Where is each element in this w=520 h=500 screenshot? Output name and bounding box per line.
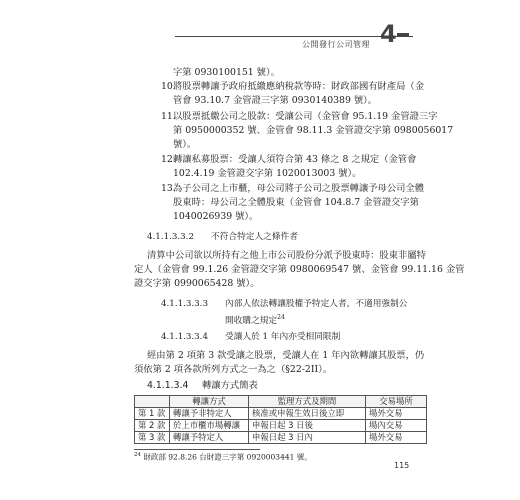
table-row: [135, 420, 427, 432]
list-item-11-line3: 號）。: [173, 139, 197, 150]
table-cell: 場外交易: [366, 432, 427, 444]
list-item-10-line2: 管會 93.10.7 金管證三字第 0930140389 號）。: [173, 95, 378, 106]
table-cell: 核准或申報生效日後立即: [249, 408, 366, 420]
paragraph-2-line1: 經由第 2 項第 3 款受讓之股票，受讓人在 1 年內欲轉讓其股票，仍: [147, 350, 425, 361]
chapter-number: 4: [380, 20, 397, 48]
paragraph-2-line2: 須依第 2 項各款所列方式之一為之（§22-2II）。: [134, 364, 333, 375]
list-item-10-label: 10.: [161, 81, 176, 92]
section-title-4-1-1-3-3-2: 不符合特定人之條件者: [211, 232, 298, 242]
table-cell: 第 3 款: [135, 432, 170, 444]
header-rule: [175, 36, 413, 37]
section-number-4-1-1-3-3-3: 4.1.1.3.3.3: [161, 299, 208, 309]
table-header-row: [135, 396, 427, 408]
paragraph-1-line1: 清算中公司欲以所持有之他上市公司股份分派予股東時：股東非屬特: [147, 250, 426, 261]
table-row: [135, 432, 427, 444]
paragraph-1-line2: 定人（金管會 99.1.26 金管證交字第 0980069547 號、金管會 99.11.16 金管: [134, 264, 465, 275]
table-cell: 申報日起 3 日內: [249, 432, 366, 444]
list-item-12-line2: 102.4.19 金管證交字第 1020013003 號）。: [173, 168, 362, 179]
list-item-11-label: 11.: [161, 111, 176, 122]
footnote-text: 財政部 92.8.26 台財證三字第 0920003441 號。: [143, 452, 312, 462]
section-title-4-1-1-3-4: 轉讓方式簡表: [202, 380, 258, 391]
table-row: [135, 408, 427, 420]
table-cell: 場外交易: [366, 408, 427, 420]
paragraph-1-line3: 證交字第 0990065428 號）。: [134, 278, 260, 289]
table-header-cell: 轉讓方式: [170, 396, 249, 408]
table-cell: 第 2 款: [135, 420, 170, 432]
list-item-13-line2: 股東時：母公司之全體股東（金管會 104.8.7 金管證交字第: [173, 197, 419, 208]
transfer-method-table: [134, 395, 427, 444]
list-item-continuation: 字第 0930100151 號）。: [173, 67, 280, 78]
section-number-4-1-1-3-4: 4.1.1.3.4: [147, 380, 189, 391]
list-item-13-line1: 為子公司之上市櫃，母公司將子公司之股票轉讓予母公司全體: [173, 183, 425, 194]
section-title-4-1-1-3-3-4: 受讓人於 1 年內亦受相同限制: [225, 332, 341, 342]
chapter-dash: [397, 33, 409, 36]
list-item-13-line3: 1040026939 號）。: [173, 211, 259, 222]
table-cell: 於上市櫃市場轉讓: [170, 420, 249, 432]
table-header-cell: [135, 396, 170, 408]
table-cell: 申報日起 3 日後: [249, 420, 366, 432]
section-3-3-3-line2: 開收購之規定$^{24}$: [225, 314, 285, 326]
list-item-12-label: 12.: [161, 154, 176, 165]
running-header-title: 公開發行公司管理: [302, 40, 370, 49]
section-3-3-3-line1: 內部人依法轉讓股權予特定人者，不適用強制公: [225, 299, 408, 309]
table-cell: 轉讓予特定人: [170, 432, 249, 444]
table-header-cell: 交易場所: [366, 396, 427, 408]
section-number-4-1-1-3-3-4: 4.1.1.3.3.4: [161, 332, 208, 342]
list-item-12-line1: 轉讓私募股票：受讓人須符合第 43 條之 8 之規定（金管會: [173, 154, 417, 165]
list-item-11-line1: 以股票抵繳公司之股款：受讓公司（金管會 95.1.19 金管證三字: [173, 111, 438, 122]
footnote-marker: 24: [134, 452, 141, 458]
list-item-11-line2: 第 0950000352 號、金管會 98.11.3 金管證交字第 0980056017: [173, 125, 454, 136]
footnote: [134, 450, 312, 463]
section-number-4-1-1-3-3-2: 4.1.1.3.3.2: [147, 232, 194, 242]
table-cell: 轉讓予非特定人: [170, 408, 249, 420]
list-item-10-line1: 將股票轉讓予政府抵繳應納稅款等時：財政部國有財產局（金: [173, 81, 425, 92]
footnote-reference: 24: [277, 314, 285, 321]
table-header-cell: 監理方式及期間: [249, 396, 366, 408]
page-number: 115: [394, 461, 410, 470]
table-cell: 場內交易: [366, 420, 427, 432]
table-cell: 第 1 款: [135, 408, 170, 420]
list-item-13-label: 13.: [161, 183, 176, 194]
